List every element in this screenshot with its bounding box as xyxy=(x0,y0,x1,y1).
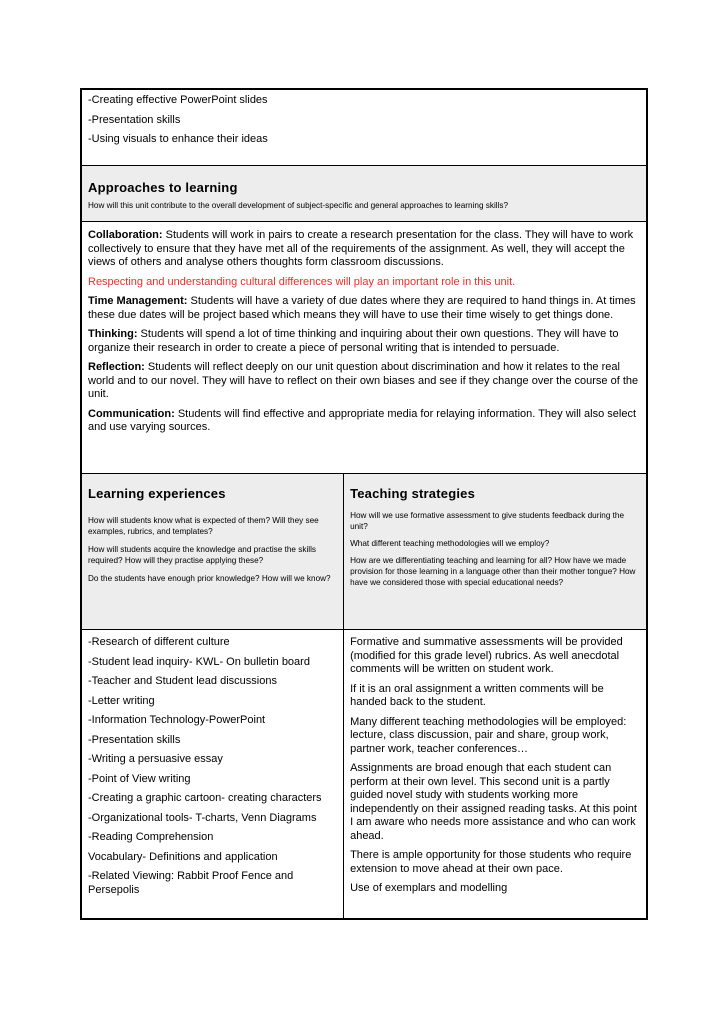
experiences-strategies-content xyxy=(82,629,646,918)
learning-item: -Letter writing xyxy=(88,694,155,707)
learning-item: -Information Technology-PowerPoint xyxy=(88,714,266,726)
thinking-label: Thinking: xyxy=(88,328,138,340)
teaching-strategies-header xyxy=(344,474,646,629)
teaching-question: How will we use formative assessment to give students feedback during the unit? xyxy=(350,511,625,531)
thinking-text: Students will spend a lot of time thinking and inquiring about their own questions. They will have to organize their research in order to create a piece of personal writing that is intended to persuade. xyxy=(88,328,619,354)
learning-question: Do the students have enough prior knowledge? How will we know? xyxy=(88,574,331,583)
skills-list-item: -Presentation skills xyxy=(88,113,181,126)
teaching-question: How are we differentiating teaching and learning for all? How have we made provision for those learning in a language other than their mother tongue? How have we considered those with special educational needs? xyxy=(350,556,636,587)
learning-item: -Related Viewing: Rabbit Proof Fence and Persepolis xyxy=(88,870,294,896)
teaching-question: What different teaching methodologies will we employ? xyxy=(350,539,550,548)
learning-item: -Research of different culture xyxy=(88,636,230,648)
collaboration-paragraph xyxy=(88,229,640,270)
teaching-item: There is ample opportunity for those students who require extension to move ahead at their own pace. xyxy=(350,849,632,875)
learning-item: -Writing a persuasive essay xyxy=(88,753,223,765)
reflection-paragraph xyxy=(88,361,640,402)
learning-experiences-list xyxy=(82,630,344,918)
learning-question: How will students acquire the knowledge and practise the skills required? How will they practise applying these? xyxy=(88,545,317,565)
approaches-question: How will this unit contribute to the overall development of subject-specific and general approaches to learning skills? xyxy=(88,201,509,210)
teaching-strategies-title: Teaching strategies xyxy=(350,486,476,501)
skills-list-item: -Creating effective PowerPoint slides xyxy=(88,94,268,106)
learning-item: -Teacher and Student lead discussions xyxy=(88,675,277,687)
learning-experiences-header xyxy=(82,474,344,629)
communication-text: Students will find effective and appropriate media for relaying information. They will also select and use varying sources. xyxy=(88,407,637,433)
approaches-header xyxy=(82,165,646,221)
learning-question: How will students know what is expected of them? Will they see examples, rubrics, and templates? xyxy=(88,516,319,536)
learning-item: -Organizational tools- T-charts, Venn Diagrams xyxy=(88,811,317,824)
time-management-label: Time Management: xyxy=(88,295,188,307)
cultural-note: Respecting and understanding cultural differences will play an important role in this unit. xyxy=(88,275,516,288)
teaching-item: If it is an oral assignment a written comments will be handed back to the student. xyxy=(350,682,604,708)
unit-planner-table xyxy=(80,88,648,920)
learning-item: -Point of View writing xyxy=(88,772,191,785)
time-management-text: Students will have a variety of due dates where they are required to hand things in. At times these due dates will be project based which means they will have to use their time wisely to get things done. xyxy=(88,295,636,321)
skills-list-item: -Using visuals to enhance their ideas xyxy=(88,133,268,145)
learning-item: Vocabulary- Definitions and application xyxy=(88,850,278,863)
experiences-strategies-header xyxy=(82,473,646,629)
communication-paragraph xyxy=(88,408,640,435)
collaboration-label: Collaboration: xyxy=(88,229,163,241)
learning-item: -Creating a graphic cartoon- creating characters xyxy=(88,792,322,804)
reflection-label: Reflection: xyxy=(88,361,145,373)
teaching-item: Many different teaching methodologies will be employed: lecture, class discussion, pair and share, group work, partner work, teacher conferences… xyxy=(350,715,627,755)
thinking-paragraph xyxy=(88,328,640,355)
learning-item: -Presentation skills xyxy=(88,733,181,746)
teaching-strategies-list xyxy=(344,630,646,918)
teaching-item: Formative and summative assessments will be provided (modified for this grade level) rubrics. As well anecdotal comments will be written on student work. xyxy=(350,636,623,675)
approaches-content xyxy=(82,221,646,473)
time-management-paragraph xyxy=(88,295,640,322)
learning-experiences-title: Learning experiences xyxy=(88,486,226,501)
teaching-item: Use of exemplars and modelling xyxy=(350,882,508,894)
reflection-text: Students will reflect deeply on our unit question about discrimination and how it relates to the real world and to our novel. They will have to reflect on their own biases and see if they change over the course of the unit. xyxy=(88,361,639,400)
teaching-item: Assignments are broad enough that each student can perform at their own level. This second unit is a partly guided novel study with students working more independently on their assigned reading tasks. At this point I am aware who needs more assistance and who can work ahead. xyxy=(350,762,637,842)
learning-item: -Reading Comprehension xyxy=(88,831,214,843)
approaches-title: Approaches to learning xyxy=(88,180,238,195)
collaboration-text: Students will work in pairs to create a research presentation for the class. They will have to work collectively to ensure that they have met all of the requirements of the assignment. As well, they will accept the views of others and analyse others thoughts form classroom discussions. xyxy=(88,229,634,268)
skills-list-section xyxy=(82,90,646,165)
learning-item: -Student lead inquiry- KWL- On bulletin board xyxy=(88,655,310,668)
communication-label: Communication: xyxy=(88,407,175,420)
